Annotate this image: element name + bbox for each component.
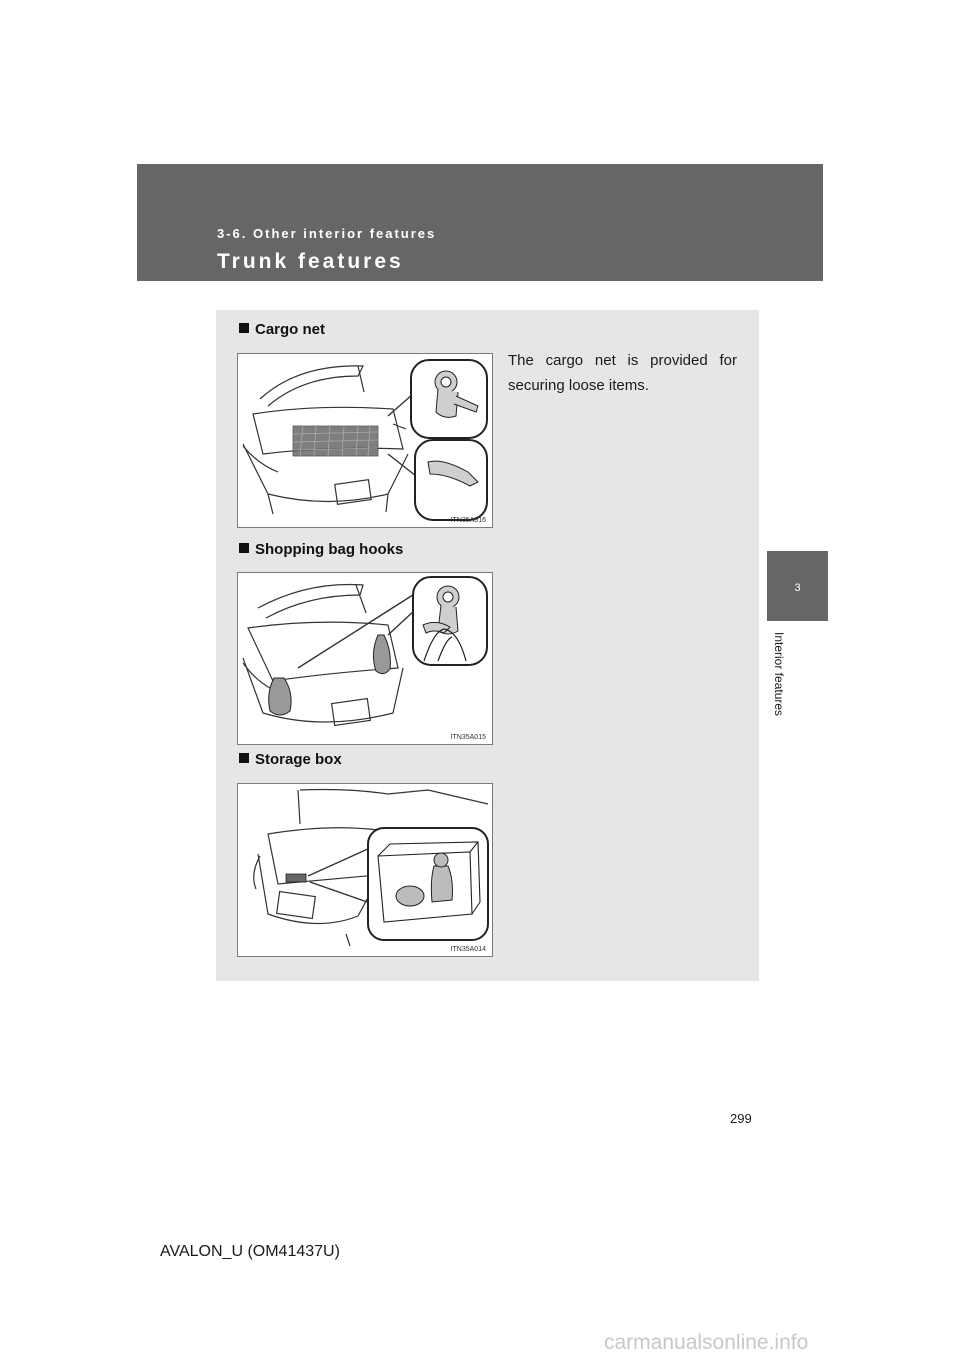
storage-box-illustration — [238, 784, 493, 957]
document-code: AVALON_U (OM41437U) — [160, 1243, 340, 1260]
chapter-tab[interactable] — [767, 551, 828, 621]
bullet-square-icon — [239, 543, 249, 553]
shopping-bag-hooks-figure — [237, 572, 493, 745]
cargo-net-description: The cargo net is provided for securing loose items. — [508, 352, 737, 394]
chapter-label: Interior features — [772, 632, 786, 717]
page-title: Trunk features — [217, 250, 404, 273]
cargo-net-illustration — [238, 354, 493, 528]
storage-box-heading-text: Storage box — [255, 751, 342, 768]
cargo-net-heading-text: Cargo net — [255, 321, 326, 338]
shopping-bag-hooks-heading-text: Shopping bag hooks — [255, 541, 404, 558]
storage-box-figure — [237, 783, 493, 957]
storage-box-figure-code: ITN35A014 — [450, 946, 486, 953]
shopping-bag-hooks-heading — [239, 541, 403, 558]
watermark: carmanualsonline.info — [604, 1331, 809, 1354]
shopping-bag-hooks-figure-code: ITN35A015 — [450, 734, 486, 741]
page-number: 299 — [730, 1111, 752, 1126]
storage-box-heading — [239, 751, 342, 768]
cargo-net-figure — [237, 353, 493, 528]
bullet-square-icon — [239, 753, 249, 763]
shopping-bag-hooks-illustration — [238, 573, 493, 745]
bullet-square-icon — [239, 323, 249, 333]
cargo-net-figure-code: ITN35A016 — [450, 517, 486, 524]
cargo-net-heading — [239, 321, 325, 338]
chapter-number: 3 — [794, 582, 801, 594]
section-label: 3-6. Other interior features — [217, 226, 437, 241]
